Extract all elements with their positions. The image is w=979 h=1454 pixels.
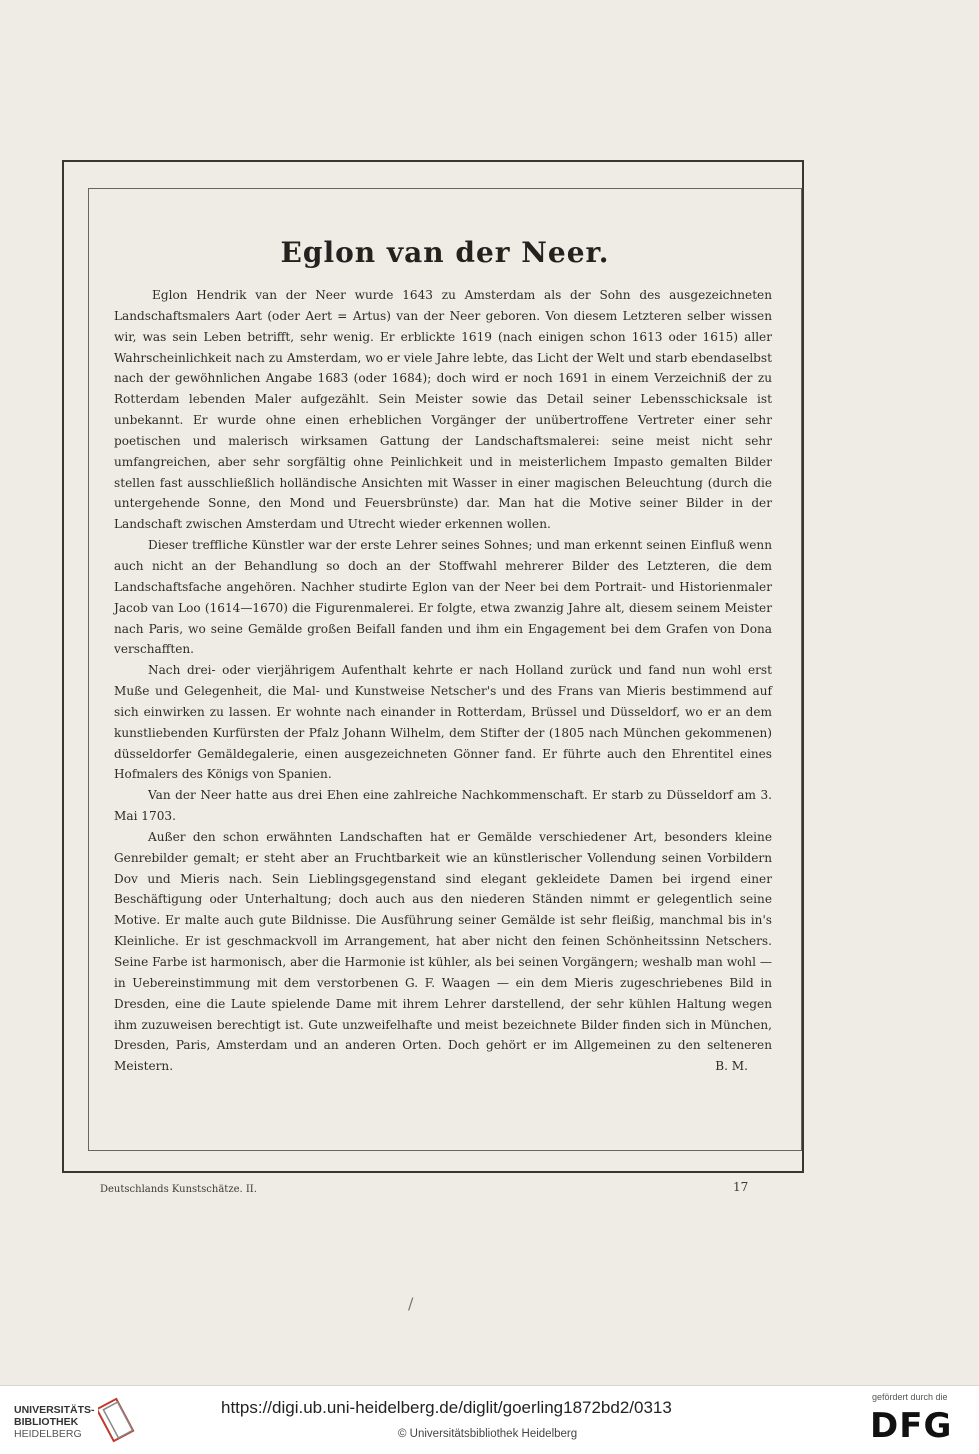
dfg-logo[interactable]: DFG bbox=[870, 1406, 953, 1446]
paragraph: Van der Neer hatte aus drei Ehen eine zahlreiche Nachkommenschaft. Er starb zu Düsseldorf am 3. Mai 1703. bbox=[114, 788, 772, 824]
running-title: Deutschlands Kunstschätze. II. bbox=[100, 1184, 257, 1195]
paragraph: Nach drei- oder vierjährigem Aufenthalt kehrte er nach Holland zurück und fand nun wohl erst Muße und Gelegenheit, die Mal- und Kunstweise Netscher's und des Frans van Mieris bestimmend auf sich einwirken zu lassen. Er wohnte nach einander in Rotterdam, Brüssel und Düsseldorf, wo er an dem kunstliebenden Kurfürsten der Pfalz Johann Wilhelm, dem Stifter der (1805 nach München gekommenen) düsseldorfer Gemäldegalerie, einen ausgezeichneten Gönner fand. Er führte auch den Ehrentitel eines Hofmalers des Königs von Spanien. bbox=[114, 663, 772, 782]
page-number: 17 bbox=[733, 1180, 749, 1194]
author-signature: B. M. bbox=[715, 1059, 748, 1074]
funding-label: gefördert durch die bbox=[872, 1392, 948, 1402]
paragraph: Eglon Hendrik van der Neer wurde 1643 zu Amsterdam als der Sohn des ausgezeichneten Landschaftsmalers Aart (oder Aert = Artus) van der Neer geboren. Von diesem Letzteren selber wissen wir, was sein Leben betrifft, sehr wenig. Er erblickte 1619 (nach einigen schon 1613 oder 1615) aller Wahrscheinlichkeit nach zu Amsterdam, wo er viele Jahre lebte, das Licht der Welt und starb ebendaselbst nach der gewöhnlichen Angabe 1683 (oder 1684); doch wird er noch 1691 in einem Verzeichniß der zu Rotterdam lebenden Maler aufgezählt. Sein Meister sowie das Detail seiner Lebensschicksale ist unbekannt. Er wurde ohne einen erheblichen Vorgänger der unübertroffene Vertreter einer sehr poetischen und malerisch wirksamen Gattung der Landschaftsmalerei: seine meist nicht sehr umfangreichen, aber sehr sorgfältig ohne Peinlichkeit und in meisterlichem Impasto gemalten Bilder stellen fast ausschließlich holländische Ansichten mit Wasser in einer magischen Beleuchtung (durch die untergehende Sonne, den Mond und Feuersbrünste) dar. Man hat die Motive seiner Bilder in der Landschaft zwischen Amsterdam und Utrecht wieder erkennen wollen. bbox=[114, 288, 772, 532]
permalink-url[interactable]: https://digi.ub.uni-heidelberg.de/diglit/goerling1872bd2/0313 bbox=[221, 1398, 672, 1417]
logo-line: BIBLIOTHEK bbox=[14, 1416, 79, 1428]
footer-bar bbox=[0, 1385, 979, 1454]
library-logo-text[interactable] bbox=[14, 1404, 95, 1440]
pencil-mark: / bbox=[408, 1294, 414, 1313]
paragraph: Dieser treffliche Künstler war der erste Lehrer seines Sohnes; und man erkennt seinen Einfluß wenn auch nicht an der Behandlung so doch an der Stoffwahl mehrerer Bilder des Letzteren, die dem Landschaftsfache angehören. Nachher studirte Eglon van der Neer bei dem Portrait- und Historienmaler Jacob van Loo (1614—1670) die Figurenmalerei. Er folgte, etwa zwanzig Jahre alt, diesem seinem Meister nach Paris, wo seine Gemälde großen Beifall fanden und ihm ein Engagement bei dem Grafen von Dona verschafften. bbox=[114, 538, 772, 657]
paragraph-text: Außer den schon erwähnten Landschaften hat er Gemälde verschiedener Art, besonders kleine Genrebilder gemalt; er steht aber an Fruchtbarkeit wie an künstlerischer Vollendung seinen Vorbildern Dov und Mieris nach. Sein Lieblingsgegenstand sind elegant gekleidete Damen bei irgend einer Beschäftigung oder Unterhaltung; doch auch aus den niederen Ständen nimmt er gelegentlich seine Motive. Er malte auch gute Bildnisse. Die Ausführung seiner Gemälde ist sehr fleißig, manchmal bis in's Kleinliche. Er ist geschmackvoll im Arrangement, hat aber nicht den feinen Schönheitssinn Netschers. Seine Farbe ist harmonisch, aber die Harmonie ist kühler, als bei seinen Vorgängern; weshalb man wohl — in Uebereinstimmung mit dem verstorbenen G. F. Waagen — ein dem Mieris zugeschriebenes Bild in Dresden, eine die Laute spielende Dame mit ihrem Lehrer darstellend, der sehr kühlen Haltung wegen ihm zuzuweisen berechtigt ist. Gute unzweifelhafte und meist bezeichnete Bilder finden sich in München, Dresden, Paris, Amsterdam und an anderen Orten. Doch gehört er im Allgemeinen zu den selteneren Meistern. bbox=[114, 829, 772, 1074]
copyright-notice: © Universitätsbibliothek Heidelberg bbox=[398, 1428, 578, 1440]
logo-line: UNIVERSITÄTS- bbox=[14, 1404, 95, 1416]
article-body bbox=[114, 285, 772, 1077]
ub-heidelberg-logo-icon[interactable] bbox=[98, 1394, 136, 1446]
paragraph-last bbox=[114, 827, 772, 1077]
logo-line: HEIDELBERG bbox=[14, 1428, 82, 1440]
article-title: Eglon van der Neer. bbox=[280, 236, 610, 269]
